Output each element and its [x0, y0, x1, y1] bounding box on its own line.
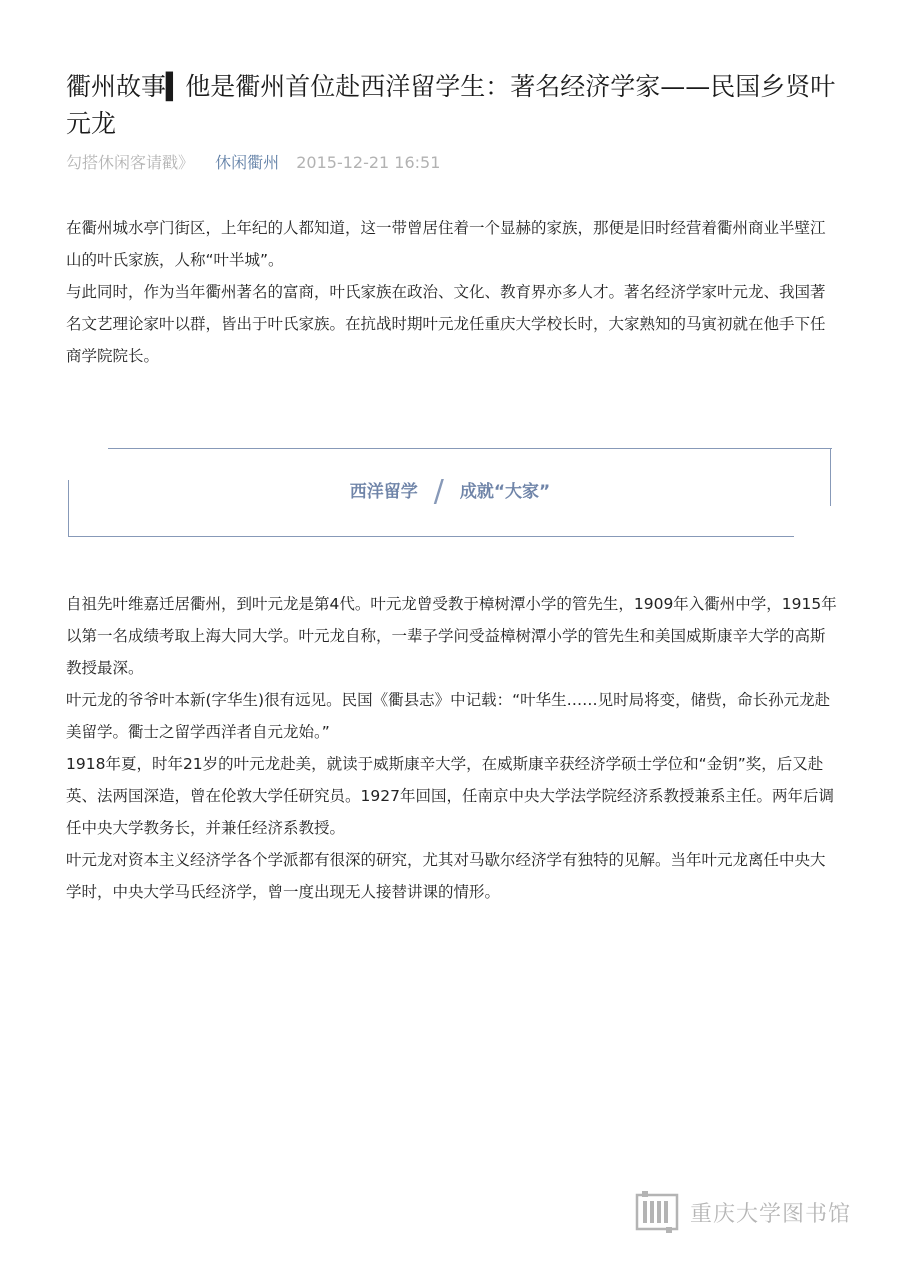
account-link[interactable]: 休闲衢州: [215, 153, 280, 172]
article-title: 衢州故事▍他是衢州首位赴西洋留学生：著名经济学家——民国乡贤叶元龙: [66, 72, 836, 138]
paragraph: 1918年夏，时年21岁的叶元龙赴美，就读于威斯康辛大学，在威斯康辛获经济学硕士学位和“金钥”奖，后又赴英、法两国深造，曾在伦敦大学任研究员。1927年回国，任南京中央大学法学院经济系教授兼系主任。两年后调任中央大学教务长，并兼任经济系教授。: [66, 755, 834, 837]
paragraph: 自祖先叶维嘉迁居衢州，到叶元龙是第4代。叶元龙曾受教于樟树潭小学的管先生，1909年入衢州中学，1915年以第一名成绩考取上海大同大学。叶元龙自称，一辈子学问受益樟树潭小学的管先生和美国威斯康辛大学的高斯教授最深。: [66, 595, 837, 677]
watermark-text: 重庆大学图书馆: [690, 1201, 852, 1227]
section-title-right: 成就“大家”: [459, 482, 551, 502]
author-name: 勾搭休闲客请戳》: [66, 153, 195, 172]
intro-paragraphs: [66, 212, 838, 372]
section-title-left: 西洋留学: [349, 482, 418, 502]
section-frame-top: [108, 448, 832, 449]
section-title: [0, 474, 900, 509]
paragraph: 与此同时，作为当年衢州著名的富商，叶氏家族在政治、文化、教育界亦多人才。著名经济学家叶元龙、我国著名文艺理论家叶以群，皆出于叶氏家族。在抗战时期叶元龙任重庆大学校长时，大家熟知的马寅初就在他手下任商学院院长。: [66, 283, 826, 365]
paragraph: 在衢州城水亭门街区，上年纪的人都知道，这一带曾居住着一个显赫的家族，那便是旧时经营着衢州商业半壁江山的叶氏家族，人称“叶半城”。: [66, 219, 826, 269]
article-meta: [66, 151, 440, 175]
paragraph: 叶元龙对资本主义经济学各个学派都有很深的研究，尤其对马歇尔经济学有独特的见解。当年叶元龙离任中央大学时，中央大学马氏经济学，曾一度出现无人接替讲课的情形。: [66, 851, 826, 901]
paragraph: 叶元龙的爷爷叶本新(字华生)很有远见。民国《衢县志》中记载：“叶华生……见时局将变，储赀，命长孙元龙赴美留学。衢士之留学西洋者自元龙始。”: [66, 691, 831, 741]
library-watermark: [634, 1189, 851, 1235]
slash-divider-icon: /: [433, 474, 444, 509]
body-paragraphs: [66, 588, 838, 908]
section-frame-bottom: [68, 536, 794, 537]
publish-date: 2015-12-21 16:51: [296, 153, 441, 172]
library-logo-icon: [634, 1189, 680, 1235]
